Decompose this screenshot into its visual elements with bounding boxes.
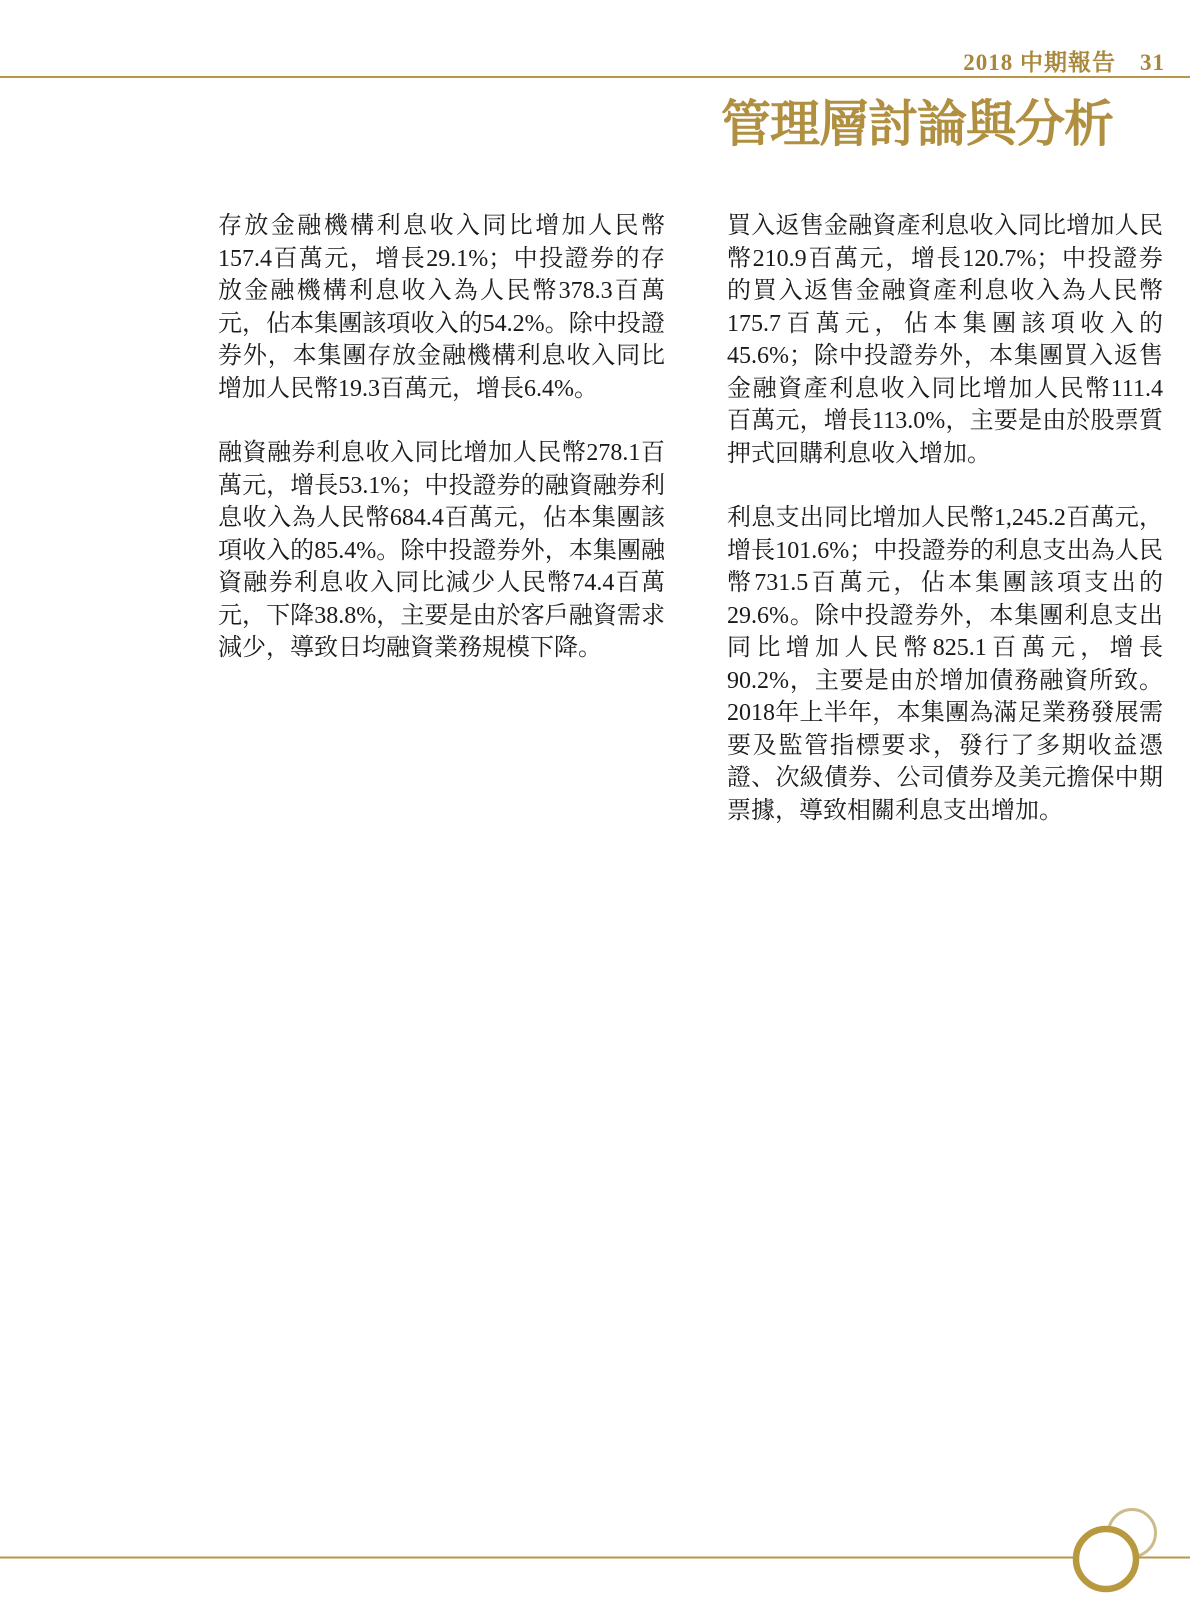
page-header	[963, 44, 1165, 77]
paragraph-resale-agreements-interest: 買入返售金融資產利息收入同比增加人民幣210.9百萬元，增長120.7%；中投證券的買入返售金融資產利息收入為人民幣175.7百萬元，佔本集團該項收入的45.6%；除中投證券外，本集團買入返售金融資產利息收入同比增加人民幣111.4百萬元，增長113.0%，主要是由於股票質押式回購利息收入增加。	[727, 213, 1163, 467]
left-column	[218, 210, 665, 859]
content-columns	[218, 210, 1163, 859]
footer-decoration	[0, 1498, 1190, 1615]
paragraph-margin-financing-interest: 融資融券利息收入同比增加人民幣278.1百萬元，增長53.1%；中投證券的融資融券利息收入為人民幣684.4百萬元，佔本集團該項收入的85.4%。除中投證券外，本集團融資融券利息收入同比減少人民幣74.4百萬元，下降38.8%，主要是由於客戶融資需求減少，導致日均融資業務規模下降。	[218, 440, 665, 661]
report-title: 2018 中期報告	[963, 50, 1116, 75]
section-title: 管理層討論與分析	[721, 96, 1113, 152]
page-number: 31	[1140, 50, 1165, 75]
paragraph-interest-expense: 利息支出同比增加人民幣1,245.2百萬元，增長101.6%；中投證券的利息支出為人民幣731.5百萬元，佔本集團該項支出的29.6%。除中投證券外，本集團利息支出同比增加人民幣825.1百萬元，增長90.2%，主要是由於增加債務融資所致。2018年上半年，本集團為滿足業務發展需要及監管指標要求，發行了多期收益憑證、次級債券、公司債券及美元擔保中期票據，導致相關利息支出增加。	[727, 505, 1163, 824]
header-rule	[0, 76, 1190, 78]
paragraph-deposits-interest: 存放金融機構利息收入同比增加人民幣157.4百萬元，增長29.1%；中投證券的存放金融機構利息收入為人民幣378.3百萬元，佔本集團該項收入的54.2%。除中投證券外，本集團存放金融機構利息收入同比增加人民幣19.3百萬元，增長6.4%。	[218, 213, 665, 402]
large-circle-decoration	[1076, 1529, 1136, 1589]
right-column	[727, 210, 1163, 859]
